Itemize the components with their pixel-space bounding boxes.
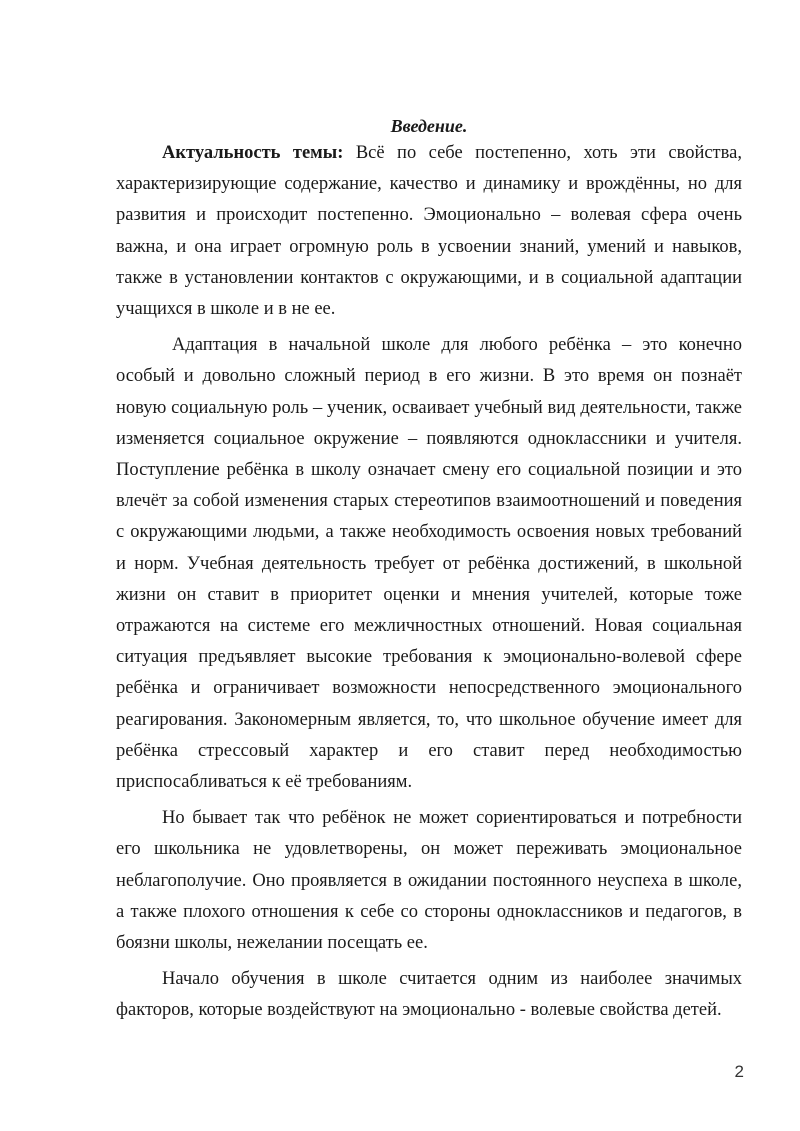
paragraph-lead-label: Актуальность темы: <box>162 143 344 163</box>
paragraph-adaptation <box>116 330 742 798</box>
paragraph-school-start <box>116 964 742 1026</box>
paragraph-text: Всё по себе постепенно, хоть эти свойства, характеризирующие содержание, качество и динамику и врождённы, но для развития и происходит постепенно. Эмоционально – волевая сфера очень важна, и она играет огромную роль в усвоении знаний, умений и навыков, также в установлении контактов с окружающими, и в социальной адаптации учащихся в школе и в не ее. <box>116 143 742 320</box>
paragraph-text: Начало обучения в школе считается одним из наиболее значимых факторов, которые воздействуют на эмоционально - волевые свойства детей. <box>116 969 742 1021</box>
paragraph-emotional-distress <box>116 803 742 959</box>
section-title: Введение. <box>390 116 468 136</box>
page-number: 2 <box>734 1062 744 1081</box>
document-page <box>116 114 742 1027</box>
paragraph-text: Адаптация в начальной школе для любого ребёнка – это конечно особый и довольно сложный период в его жизни. В это время он познаёт новую социальную роль – ученик, осваивает учебный вид деятельности, также изменяется социальное окружение – появляются одноклассники и учителя. Поступление ребёнка в школу означает смену его социальной позиции и это влечёт за собой изменения старых стереотипов взаимоотношений и поведения с окружающими людьми, а также необходимость освоения новых требований и норм. Учебная деятельность требует от ребёнка достижений, в школьной жизни он ставит в приоритет оценки и мнения учителей, которые тоже отражаются на системе его межличностных отношений. Новая социальная ситуация предъявляет высокие требования к эмоционально-волевой сфере ребёнка и ограничивает возможности непосредственного эмоционального реагирования. Закономерным является, то, что школьное обучение имеет для ребёнка стрессовый характер и его ставит перед необходимостью приспосабливаться к её требованиям. <box>116 335 742 793</box>
paragraph-relevance <box>116 138 742 325</box>
paragraph-text: Но бывает так что ребёнок не может сориентироваться и потребности его школьника не удовлетворены, он может переживать эмоциональное неблагополучие. Оно проявляется в ожидании постоянного неуспеха в школе, а также плохого отношения к себе со стороны одноклассников и педагогов, в боязни школы, нежелании посещать ее. <box>116 808 742 954</box>
